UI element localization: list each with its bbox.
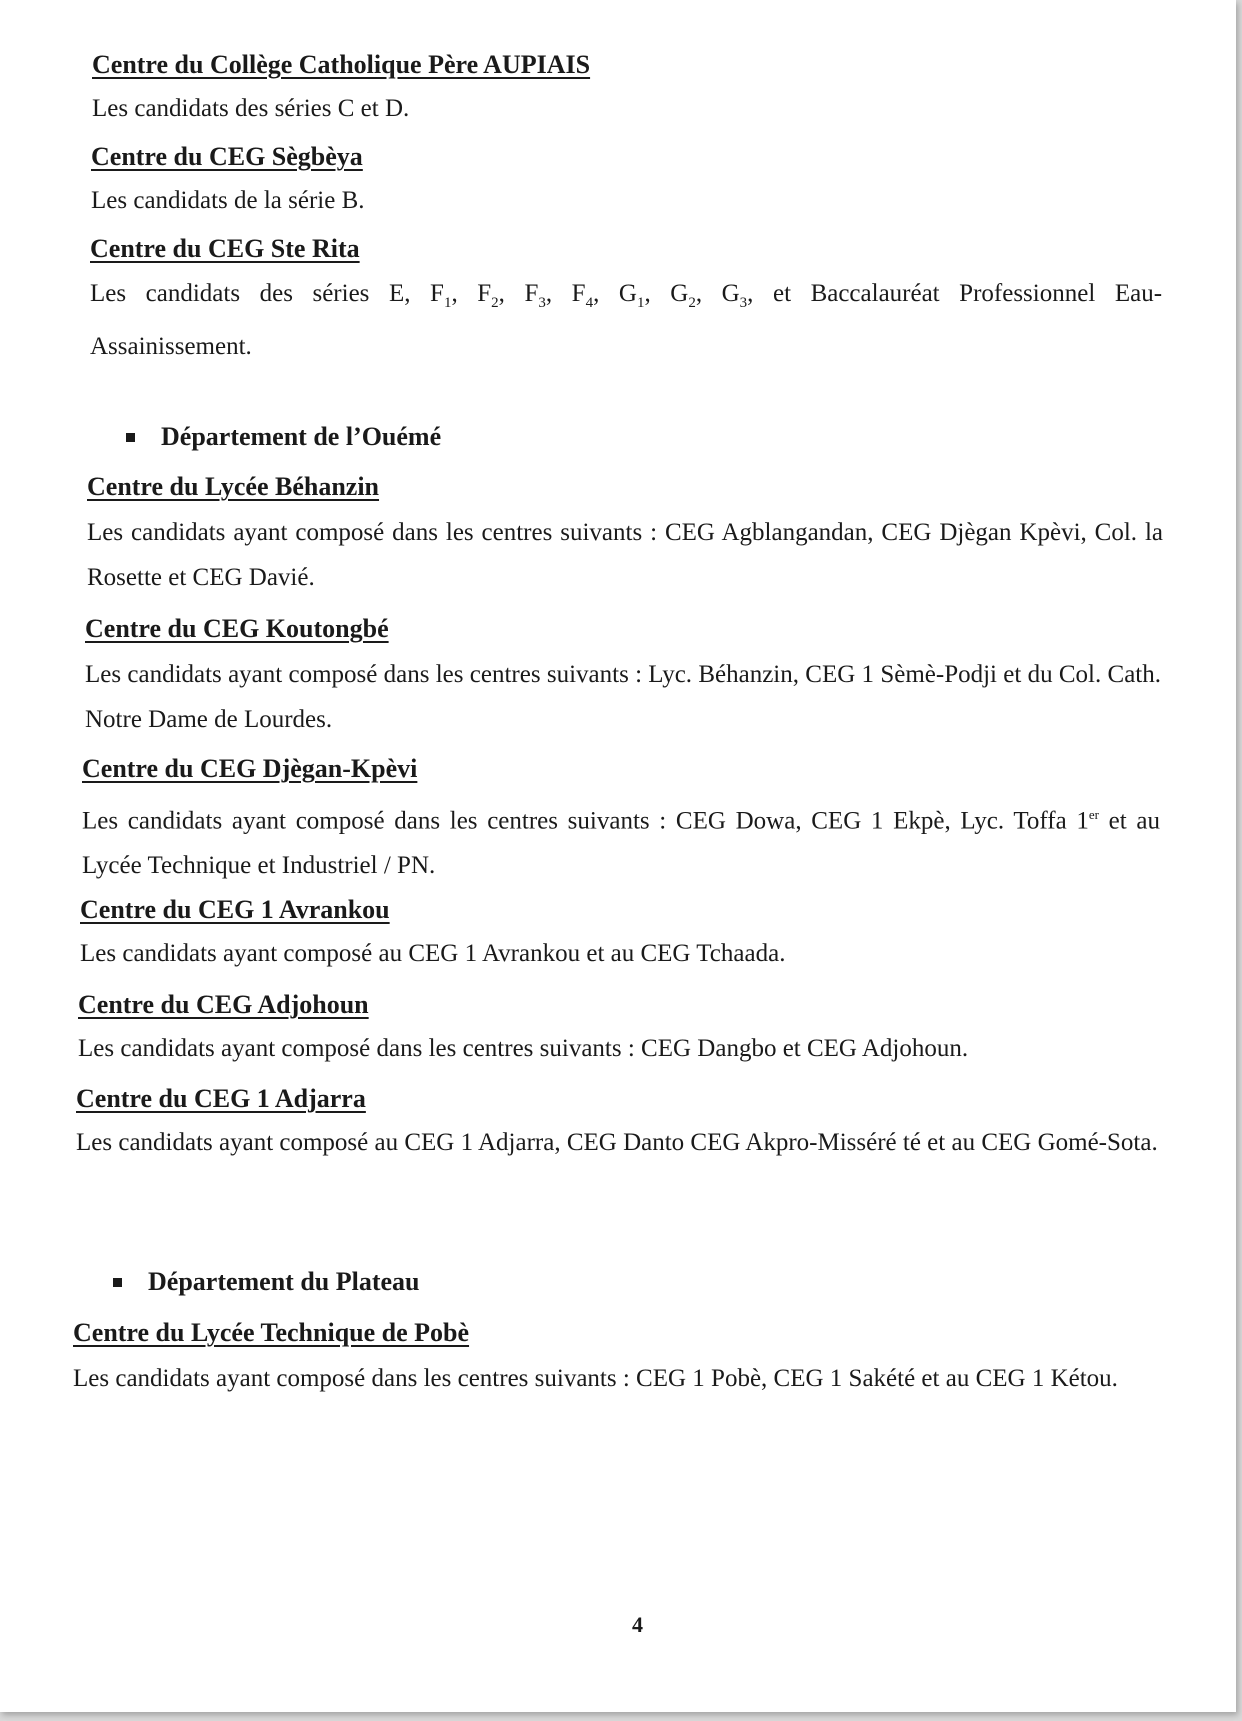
centre-description: Les candidats ayant composé dans les centres suivants : Lyc. Béhanzin, CEG 1 Sèmè-Podji et du Col. Cath. Notre Dame de Lourdes. [85,661,1161,733]
section-segbeya [91,140,1181,223]
centre-description: Les candidats ayant composé dans les centres suivants : CEG Dangbo et CEG Adjohoun. [78,1035,969,1062]
department-oueme-title: Département de l’Ouémé [126,420,441,454]
centre-heading: Centre du Lycée Béhanzin [87,472,380,501]
page-number: 4 [632,1612,643,1637]
centre-heading: Centre du CEG Ste Rita [90,234,360,263]
centre-description: Les candidats ayant composé au CEG 1 Avrankou et au CEG Tchaada. [80,940,786,967]
section-ste-rita [90,232,1162,369]
centre-adjohoun [78,988,1168,1071]
centre-description: Les candidats ayant composé dans les centres suivants : CEG Agblangandan, CEG Djègan Kpèvi, Col. la Rosette et CEG Davié. [87,519,1163,591]
square-bullet-icon [113,1278,122,1287]
centre-heading: Centre du CEG Koutongbé [85,614,389,643]
centre-heading: Centre du Lycée Technique de Pobè [73,1318,470,1347]
centre-heading: Centre du CEG Sègbèya [91,142,363,171]
section-aupiais [92,48,1182,131]
centre-heading: Centre du Collège Catholique Père AUPIAIS [92,50,591,79]
centre-description: Les candidats des séries C et D. [92,95,410,122]
centre-djegan-kpevi [82,752,1160,888]
centre-heading: Centre du CEG Adjohoun [78,990,369,1019]
centre-behanzin [87,470,1163,600]
centre-heading: Centre du CEG 1 Adjarra [76,1084,366,1113]
centre-description: Les candidats de la série B. [91,187,365,214]
centre-description: Les candidats ayant composé dans les centres suivants : CEG Dowa, CEG 1 Ekpè, Lyc. Toffa 1er et au Lycée Technique et Industriel / PN. [82,807,1161,880]
department-plateau-title: Département du Plateau [113,1265,420,1299]
square-bullet-icon [126,433,135,442]
centre-avrankou [80,893,1170,976]
centre-heading: Centre du CEG 1 Avrankou [80,895,390,924]
centre-description: Les candidats des séries E, $F_1$, $F_2$, $F_3$, $F_4$, $G_1$, $G_2$, $G_3$, et Baccalauréat Professionnel Eau-Assainissement. [90,280,1163,360]
centre-description: Les candidats ayant composé dans les centres suivants : CEG 1 Pobè, CEG 1 Sakété et au CEG 1 Kétou. [73,1365,1118,1392]
centre-description: Les candidats ayant composé au CEG 1 Adjarra, CEG Danto CEG Akpro-Misséré té et au CEG Gomé-Sota. [76,1129,1158,1156]
centre-koutongbe [85,612,1161,742]
centre-pobe [73,1316,1159,1401]
centre-adjarra [76,1082,1158,1165]
centre-heading: Centre du CEG Djègan-Kpèvi [82,754,418,783]
